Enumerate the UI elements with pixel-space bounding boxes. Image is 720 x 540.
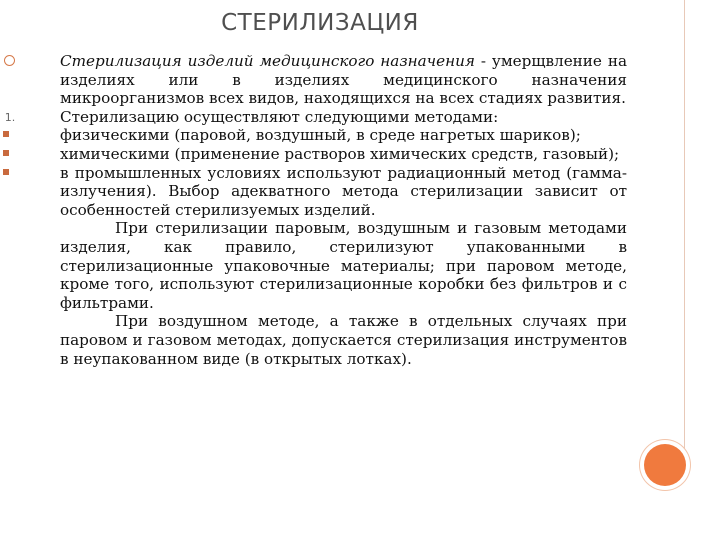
ring-bullet-icon [4,55,15,66]
definition-item [60,52,627,108]
square-bullet-icon [3,150,9,156]
item-number: 1. [4,110,16,124]
definition-term: Стерилизация изделий медицинского назначения [60,52,475,70]
slide-title: СТЕРИЛИЗАЦИЯ [221,10,419,36]
square-bullet-icon [3,169,9,175]
numbered-item [4,107,627,127]
bullet-item [60,145,627,164]
bullet-item [60,126,627,145]
bullet-item [60,164,627,220]
bullet-text: химическими (применение растворов химических средств, газовый); [60,144,620,163]
paragraph-unpackaged: При воздушном методе, а также в отдельных случаях при паровом и газовом методах, допускается стерилизация инструментов в неупакованном виде (в открытых лотках). [60,312,627,368]
bullet-text: физическими (паровой, воздушный, в среде нагретых шариков); [60,126,581,145]
definition-text: - умерщвление на изделиях или в изделиях медицинского назначения микроорганизмов всех видов, находящихся на всех стадиях развития. [60,52,628,108]
decorative-vertical-line [684,0,685,450]
slide-body [4,52,628,368]
numbered-item-text: Стерилизацию осуществляют следующими методами: [60,107,499,126]
bullet-text: в промышленных условиях используют радиационный метод (гамма-излучения). Выбор адекватного метода стерилизации зависит от особенностей стерилизуемых изделий. [60,163,627,219]
paragraph-packaged: При стерилизации паровым, воздушным и газовым методами изделия, как правило, стерилизуют упакованными в стерилизационные упаковочные материалы; при паровом методе, кроме того, используют стерилизационные коробки без фильтров и с фильтрами. [60,219,627,312]
square-bullet-icon [3,131,9,137]
decorative-orange-circle [644,444,686,486]
